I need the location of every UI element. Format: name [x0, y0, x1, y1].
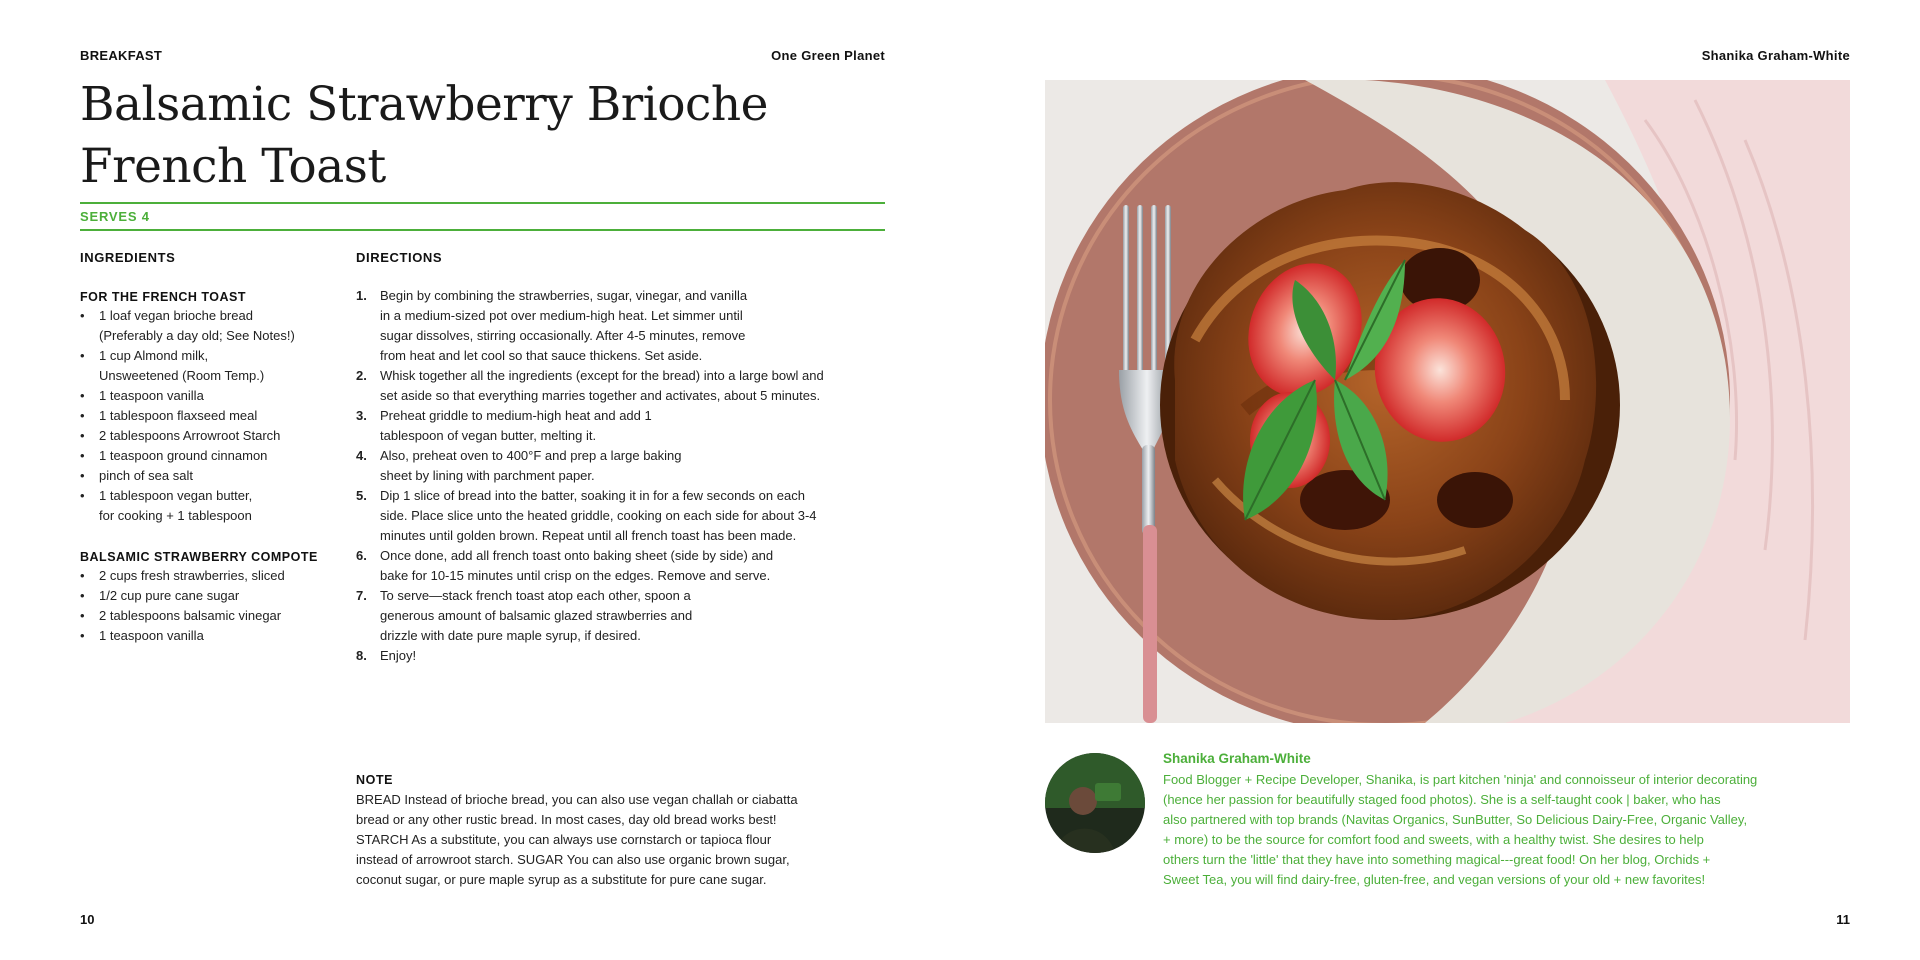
direction-step [356, 366, 900, 406]
page-number-left: 10 [80, 912, 95, 927]
ingredient-line: • 1 loaf vegan brioche bread [99, 308, 253, 323]
bio-line: also partnered with top brands (Navitas Organics, SunButter, So Delicious Dairy-Free, Organic Valley, [1163, 812, 1748, 827]
ingredient-line: for cooking + 1 tablespoon [99, 508, 252, 523]
ingredient-item [80, 406, 330, 426]
ingredient-item [80, 386, 330, 406]
step-line: bake for 10-15 minutes until crisp on the edges. Remove and serve. [380, 568, 771, 583]
bio-line: + more) to be the source for comfort food and sweets, with a healthy twist. She desires to help [1163, 832, 1704, 847]
step-line: Dip 1 slice of bread into the batter, soaking it in for a few seconds on each [380, 488, 805, 503]
ingredient-line: Unsweetened (Room Temp.) [99, 368, 265, 383]
step-line: set aside so that everything marries together and activates, about 5 minutes. [380, 388, 821, 403]
bio-line: others turn the 'little' that they have into something magical---great food! On her blog, Orchids + [1163, 852, 1711, 867]
step-number: 5. [356, 488, 367, 503]
recipe-title [80, 74, 900, 198]
step-line: Also, preheat oven to 400°F and prep a large baking [380, 448, 682, 463]
step-line: Whisk together all the ingredients (except for the bread) into a large bowl and [380, 368, 824, 383]
step-line: sheet by lining with parchment paper. [380, 468, 595, 483]
note-line: instead of arrowroot starch. SUGAR You can also use organic brown sugar, [356, 852, 790, 867]
divider-top [80, 202, 885, 204]
serves-label: SERVES 4 [80, 209, 150, 224]
note-line: STARCH As a substitute, you can always use cornstarch or tapioca flour [356, 832, 772, 847]
recipe-title-line-2: French Toast [80, 139, 386, 194]
ingredients-heading: INGREDIENTS [80, 250, 176, 265]
note-heading: NOTE [356, 773, 394, 787]
note-line: bread or any other rustic bread. In most cases, day old bread works best! [356, 812, 777, 827]
ingredient-line: • pinch of sea salt [99, 468, 193, 483]
ingredient-item [80, 486, 330, 526]
french-toast-photo-illustration [1045, 80, 1850, 723]
step-line: side. Place slice unto the heated griddle, cooking on each side for about 3-4 [380, 508, 817, 523]
direction-step [356, 406, 900, 446]
direction-step [356, 286, 900, 366]
step-number: 7. [356, 588, 367, 603]
french-toast-ingredients [80, 306, 330, 526]
compote-subheading: BALSAMIC STRAWBERRY COMPOTE [80, 550, 318, 564]
step-line: minutes until golden brown. Repeat until all french toast has been made. [380, 528, 797, 543]
step-line: sugar dissolves, stirring occasionally. After 4-5 minutes, remove [380, 328, 746, 343]
ingredient-item: • 1/2 cup pure cane sugar [80, 586, 330, 606]
compote-ingredients [80, 566, 330, 646]
step-line: in a medium-sized pot over medium-high heat. Let simmer until [380, 308, 743, 323]
step-line: tablespoon of vegan butter, melting it. [380, 428, 597, 443]
step-line: Begin by combining the strawberries, sugar, vinegar, and vanilla [380, 288, 748, 303]
ingredient-item [80, 426, 330, 446]
direction-step [356, 586, 900, 646]
ingredient-item: • 2 cups fresh strawberries, sliced [80, 566, 330, 586]
note-line: coconut sugar, or pure maple syrup as a substitute for pure cane sugar. [356, 872, 767, 887]
ingredient-line: • 1 teaspoon vanilla [99, 388, 204, 403]
step-number: 1. [356, 288, 367, 303]
bio-line: Sweet Tea, you will find dairy-free, gluten-free, and vegan versions of your old + new favorites! [1163, 872, 1706, 887]
ingredient-line: • 1 teaspoon ground cinnamon [99, 448, 268, 463]
recipe-photo [1045, 80, 1850, 723]
author-avatar [1045, 753, 1145, 853]
step-number: 4. [356, 448, 367, 463]
directions-list [356, 286, 900, 666]
author-header: Shanika Graham-White [1701, 48, 1850, 63]
ingredient-line: • 1 tablespoon flaxseed meal [99, 408, 258, 423]
direction-step [356, 486, 900, 546]
step-line: Once done, add all french toast onto baking sheet (side by side) and [380, 548, 774, 563]
bio-line: Food Blogger + Recipe Developer, Shanika, is part kitchen 'ninja' and connoisseur of interior decorating [1163, 772, 1758, 787]
step-line: generous amount of balsamic glazed strawberries and [380, 608, 693, 623]
ingredient-item [80, 446, 330, 466]
author-bio-name: Shanika Graham-White [1163, 751, 1311, 766]
divider-bottom [80, 229, 885, 231]
author-bio [1163, 770, 1828, 890]
page-number-right: 11 [1836, 912, 1850, 927]
note-line: BREAD Instead of brioche bread, you can also use vegan challah or ciabatta [356, 792, 798, 807]
ingredient-line: • 1 cup Almond milk, [99, 348, 209, 363]
section-label: BREAKFAST [80, 48, 163, 63]
directions-heading: DIRECTIONS [356, 250, 443, 265]
ingredient-line: • 1 tablespoon vegan butter, [99, 488, 253, 503]
publisher-label: One Green Planet [771, 48, 885, 63]
note-text [356, 790, 866, 890]
bio-line: (hence her passion for beautifully staged food photos). She is a self-taught cook | baker, who has [1163, 792, 1721, 807]
recipe-title-line-1: Balsamic Strawberry Brioche [80, 77, 768, 132]
ingredient-line: • 2 tablespoons Arrowroot Starch [99, 428, 281, 443]
step-line: Preheat griddle to medium-high heat and add 1 [380, 408, 652, 423]
ingredient-item: • 1 teaspoon vanilla [80, 626, 330, 646]
ingredient-item: • 2 tablespoons balsamic vinegar [80, 606, 330, 626]
step-line: To serve—stack french toast atop each other, spoon a [380, 588, 691, 603]
step-line: Enjoy! [380, 648, 417, 663]
direction-step [356, 646, 900, 666]
direction-step [356, 546, 900, 586]
direction-step [356, 446, 900, 486]
step-number: 2. [356, 368, 367, 383]
ingredient-item [80, 346, 330, 386]
ingredient-line: (Preferably a day old; See Notes!) [99, 328, 295, 343]
french-toast-subheading: FOR THE FRENCH TOAST [80, 290, 247, 304]
step-line: from heat and let cool so that sauce thickens. Set aside. [380, 348, 703, 363]
step-number: 3. [356, 408, 367, 423]
step-line: drizzle with date pure maple syrup, if desired. [380, 628, 641, 643]
ingredient-item [80, 306, 330, 346]
step-number: 6. [356, 548, 367, 563]
author-portrait [1045, 753, 1145, 853]
step-number: 8. [356, 648, 367, 663]
ingredient-item [80, 466, 330, 486]
